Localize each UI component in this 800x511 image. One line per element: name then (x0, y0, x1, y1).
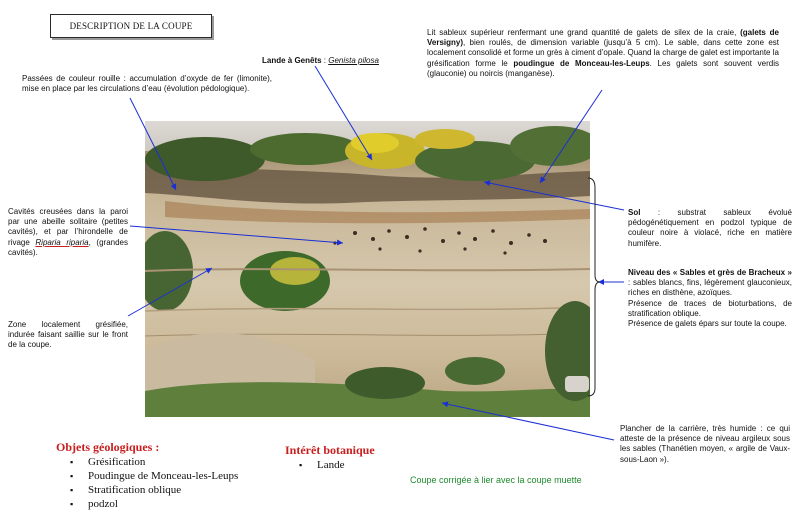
label-lande-sep: : (321, 56, 329, 65)
objets-item: ▪ podzol (66, 497, 238, 511)
arrow-plancher (442, 403, 614, 440)
bracket (588, 178, 600, 396)
niveau-p2: Présence de traces de bioturbations, de stratification oblique. (628, 298, 792, 318)
niveau-p3: Présence de galets épars sur toute la coupe. (628, 319, 787, 329)
arrow-lit (540, 90, 602, 183)
arrow-cavites (130, 226, 343, 243)
cavites-text1: Cavités creusées dans la paroi par une abeille solitaire (petites cavités), et par l’hirondelle de rivage (8, 207, 128, 247)
lit-line3: Le sable, dans cette zone est localement consolidé et forme un grès à ciment d’opale. Quand la charge de galet est importante la grésification forme le (427, 38, 779, 68)
interet-list (295, 458, 375, 472)
interet-heading: Intérêt botanique (285, 443, 375, 457)
label-passees: Passées de couleur rouille : accumulation d’oxyde de fer (limonite), mise en place par les circulations d’eau (évolution pédologique). (22, 74, 272, 94)
cavites-species: Riparia riparia (35, 237, 89, 247)
label-lande-bold: Lande à Genêts (262, 56, 322, 65)
arrow-zone (128, 268, 212, 316)
lit-bold1: (galets de Versigny) (427, 28, 779, 48)
arrow-sol (484, 182, 624, 210)
arrow-passees (130, 98, 176, 190)
objets-item: ▪ Poudingue de Monceau-les-Leups (66, 469, 238, 483)
objets-item: ▪ Grésification (66, 455, 238, 469)
objets-geologiques-section (56, 440, 238, 511)
niveau-rest: : sables blancs, fins, légèrement glauconieux, riches en disthène, azoïques. (628, 278, 792, 298)
niveau-bold: Niveau des « Sables et grès de Bracheux » (628, 268, 792, 277)
section-title: DESCRIPTION DE LA COUPE (69, 21, 193, 31)
lit-line4: . Les galets sont souvent verdis (glauconie) ou noircis (manganèse). (427, 58, 779, 78)
cavites-text2: , (grandes cavités). (8, 237, 128, 257)
label-lande-species: Genista pilosa (328, 56, 379, 65)
label-zone-gresifiee: Zone localement grésifiée, indurée faisant saillie sur le front de la coupe. (8, 320, 128, 350)
sol-rest: : substrat sableux évolué pédogénétiquement en podzol typique de couleur noire à violacé, riche en matière humifère. (628, 208, 792, 248)
footer-note: Coupe corrigée à lier avec la coupe muette (410, 475, 582, 485)
objets-list (66, 455, 238, 511)
lit-line1: Lit sableux supérieur renfermant une grand quantité de galets de silex de la craie, (427, 28, 737, 37)
lit-line2: , bien roulés, de dimension variable (jusqu’à 5 cm). (463, 38, 661, 48)
interet-item: ▪ Lande (295, 458, 375, 472)
lit-bold2: poudingue de Monceau-les-Leups (513, 58, 650, 68)
sol-bold: Sol (628, 208, 641, 217)
objets-item: ▪ Stratification oblique (66, 483, 238, 497)
arrow-lande (315, 66, 372, 160)
interet-botanique-section (285, 443, 375, 472)
objets-heading: Objets géologiques : (56, 440, 160, 454)
label-plancher: Plancher de la carrière, très humide : ce qui atteste de la présence de niveau argileux sous les sables (Thanétien moyen, « argile de Vaux-sous-Laon »). (620, 424, 790, 464)
